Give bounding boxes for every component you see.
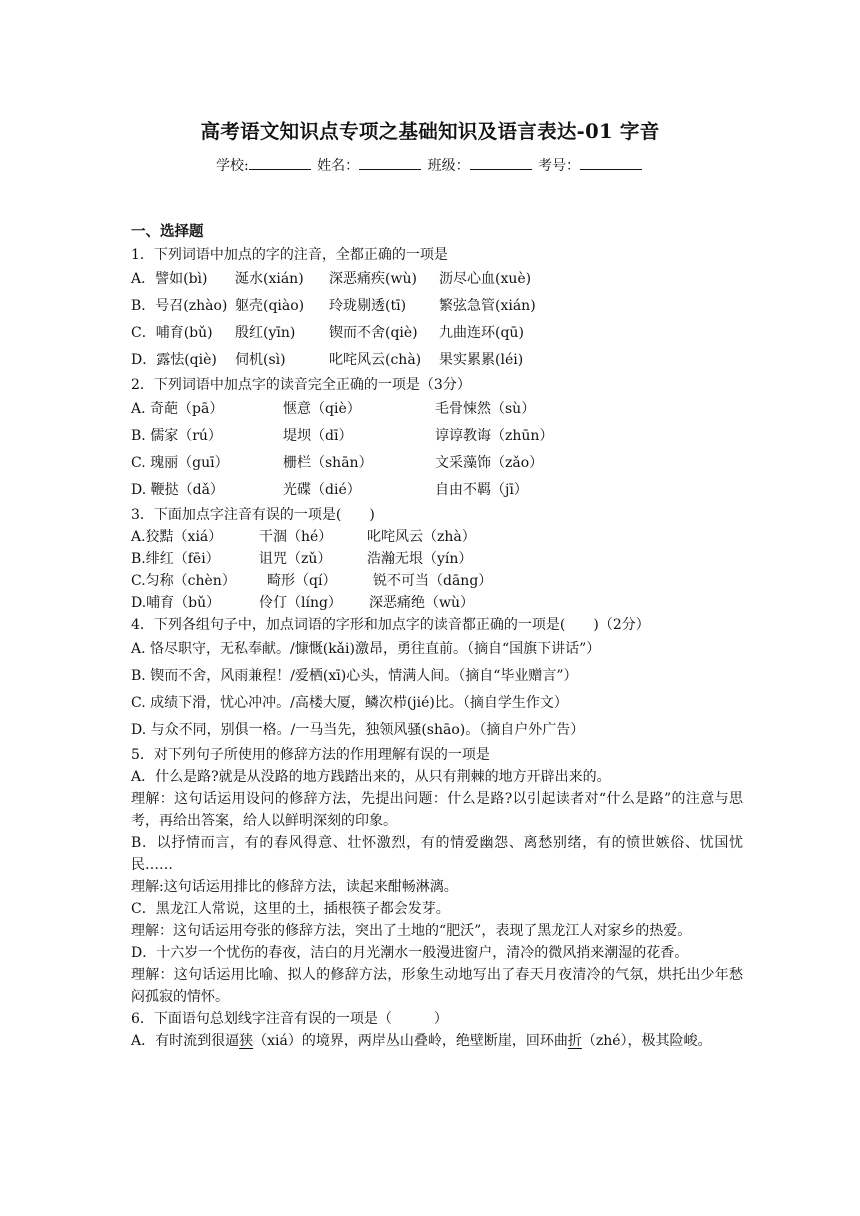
question-5-line: A．什么是路?就是从没路的地方践踏出来的，从只有荆棘的地方开辟出来的。 [131,769,611,785]
option-item: D．露怯(qiè) [131,352,217,368]
option-item: 九曲连环(qū) [439,325,524,341]
option-item: 伺机(sì) [235,352,286,368]
option-item: 毛骨悚然（sù） [435,401,536,417]
option-item: 畸形（qí） [267,573,337,589]
student-info-line [0,155,860,175]
name-blank[interactable] [359,155,421,170]
question-4-option-c: C. 成绩下滑，忧心冲冲。/高楼大厦，鳞次栉(jié)比。（摘自学生作文） [131,695,568,711]
option-item: 果实累累(léi) [439,352,524,368]
question-1-option-b [131,293,743,320]
exam-number-blank[interactable] [580,155,642,170]
option-item: 繁弦急管(xián) [439,298,536,314]
question-5-line: 理解:这句话运用排比的修辞方法，读起来酣畅淋漓。 [131,879,458,895]
name-label: 姓名： [317,158,360,174]
question-5-line: 理解：这句话运用夸张的修辞方法，突出了土地的“肥沃”，表现了黑龙江人对家乡的热爱。 [131,923,692,939]
option-item: 叱咤风云（zhà） [367,529,476,545]
option-item: 殷红(yīn) [235,325,296,341]
option-item: 锐不可当（dāng） [373,573,493,589]
question-3-stem: 3．下面加点字注音有误的一项是( ) [131,507,375,523]
question-5-line: B．以抒情而言，有的春风得意、壮怀激烈，有的情爱幽怨、离愁别绪，有的愤世嫉俗、忧国忧民…… [131,835,743,873]
question-6-stem: 6．下面语句总划线字注音有误的一项是（ ） [131,1011,448,1027]
option-item: 干涸（hé） [259,529,333,545]
question-5-stem: 5．对下列句子所使用的修辞方法的作用理解有误的一项是 [131,747,490,763]
text-segment: （zhé），极其险峻。 [581,1033,712,1049]
question-3-option-b [131,548,743,570]
option-item: C. 瑰丽（guī） [131,455,229,471]
underlined-char: 狭 [239,1033,254,1049]
question-6-option-a [131,1030,743,1052]
question-1-option-c [131,320,743,347]
question-5-line: 理解：这句话运用比喻、拟人的修辞方法，形象生动地写出了春天月夜清冷的气氛，烘托出少年愁闷孤寂的情怀。 [131,967,743,1005]
underlined-char: 折 [567,1033,582,1049]
exam-number-label: 考号： [538,158,581,174]
question-1-stem: 1．下列词语中加点的字的注音，全都正确的一项是 [131,247,448,263]
option-item: 惬意（qiè） [283,401,361,417]
option-item: 谆谆教诲（zhūn） [435,428,554,444]
section-heading: 一、选择题 [131,223,204,240]
question-3-option-c [131,570,743,592]
question-1-option-a [131,266,743,293]
question-2-stem: 2．下列词语中加点字的读音完全正确的一项是（3分） [131,377,471,393]
question-5-line: D．十六岁一个忧伤的春夜，洁白的月光潮水一般漫进窗户，清冷的微风捎来潮湿的花香。 [131,945,689,961]
option-item: 诅咒（zǔ） [259,551,332,567]
option-item: 躯壳(qiào) [235,298,305,314]
option-item: 涎水(xián) [235,271,304,287]
question-4-option-b: B. 锲而不舍，风雨兼程！/爱栖(xī)心头，情满人间。（摘自“毕业赠言”） [131,668,578,684]
option-item: D.哺育（bǔ） [131,595,221,611]
option-item: A.狡黠（xiá） [131,529,223,545]
school-blank[interactable] [249,155,311,170]
option-item: 玲珑剔透(tī) [329,298,407,314]
question-5-line: 理解：这句话运用设问的修辞方法，先提出问题：什么是路?以引起读者对“什么是路”的注意与思考，再给出答案，给人以鲜明深刻的印象。 [131,791,743,829]
question-1-option-d [131,347,743,374]
option-item: 自由不羁（jī） [435,482,528,498]
question-3-option-d [131,592,743,614]
option-item: 堤坝（dī） [283,428,353,444]
option-item: 文采藻饰（zǎo） [435,455,544,471]
question-4-stem: 4．下列各组句子中，加点词语的字形和加点字的读音都正确的一项是( )（2分） [131,617,650,633]
question-list [131,244,743,1052]
option-item: 伶仃（líng） [259,595,342,611]
question-3-option-a [131,526,743,548]
option-item: 光碟（dié） [283,482,361,498]
question-2-option-a [131,396,743,423]
option-item: C.匀称（chèn） [131,573,236,589]
question-2-option-b [131,423,743,450]
option-item: B.绯红（fēi） [131,551,220,567]
class-label: 班级： [427,158,470,174]
school-label: 学校: [215,158,249,174]
class-blank[interactable] [470,155,532,170]
page-title: 高考语文知识点专项之基础知识及语言表达-01 字音 [200,120,660,143]
text-segment: （xiá）的境界，两岸丛山叠岭，绝壁断崖，回环曲 [253,1033,568,1049]
option-item: B. 儒家（rú） [131,428,222,444]
question-4-option-a: A. 恪尽职守，无私奉献。/慷慨(kǎi)激昂，勇往直前。（摘自“国旗下讲话”） [131,641,601,657]
question-2-option-d [131,477,743,504]
option-item: 叱咤风云(chà) [329,352,422,368]
option-item: A．譬如(bì) [131,271,208,287]
question-5-line: C．黑龙江人常说，这里的土，插根筷子都会发芽。 [131,901,450,917]
text-segment: A．有时流到很逼 [131,1033,240,1049]
question-2-option-c [131,450,743,477]
question-4-option-d: D. 与众不同，别俱一格。/一马当先，独领风骚(shāo)。（摘自户外广告） [131,722,585,738]
option-item: 沥尽心血(xuè) [439,271,532,287]
option-item: 锲而不舍(qiè) [329,325,418,341]
option-item: B．号召(zhào) [131,298,228,314]
option-item: C．哺育(bǔ) [131,325,213,341]
option-item: 深恶痛绝（wù） [369,595,474,611]
option-item: 浩瀚无垠（yín） [367,551,473,567]
option-item: 栅栏（shān） [283,455,373,471]
option-item: 深恶痛疾(wù) [329,271,417,287]
option-item: A. 奇葩（pā） [131,401,224,417]
option-item: D. 鞭挞（dǎ） [131,482,224,498]
